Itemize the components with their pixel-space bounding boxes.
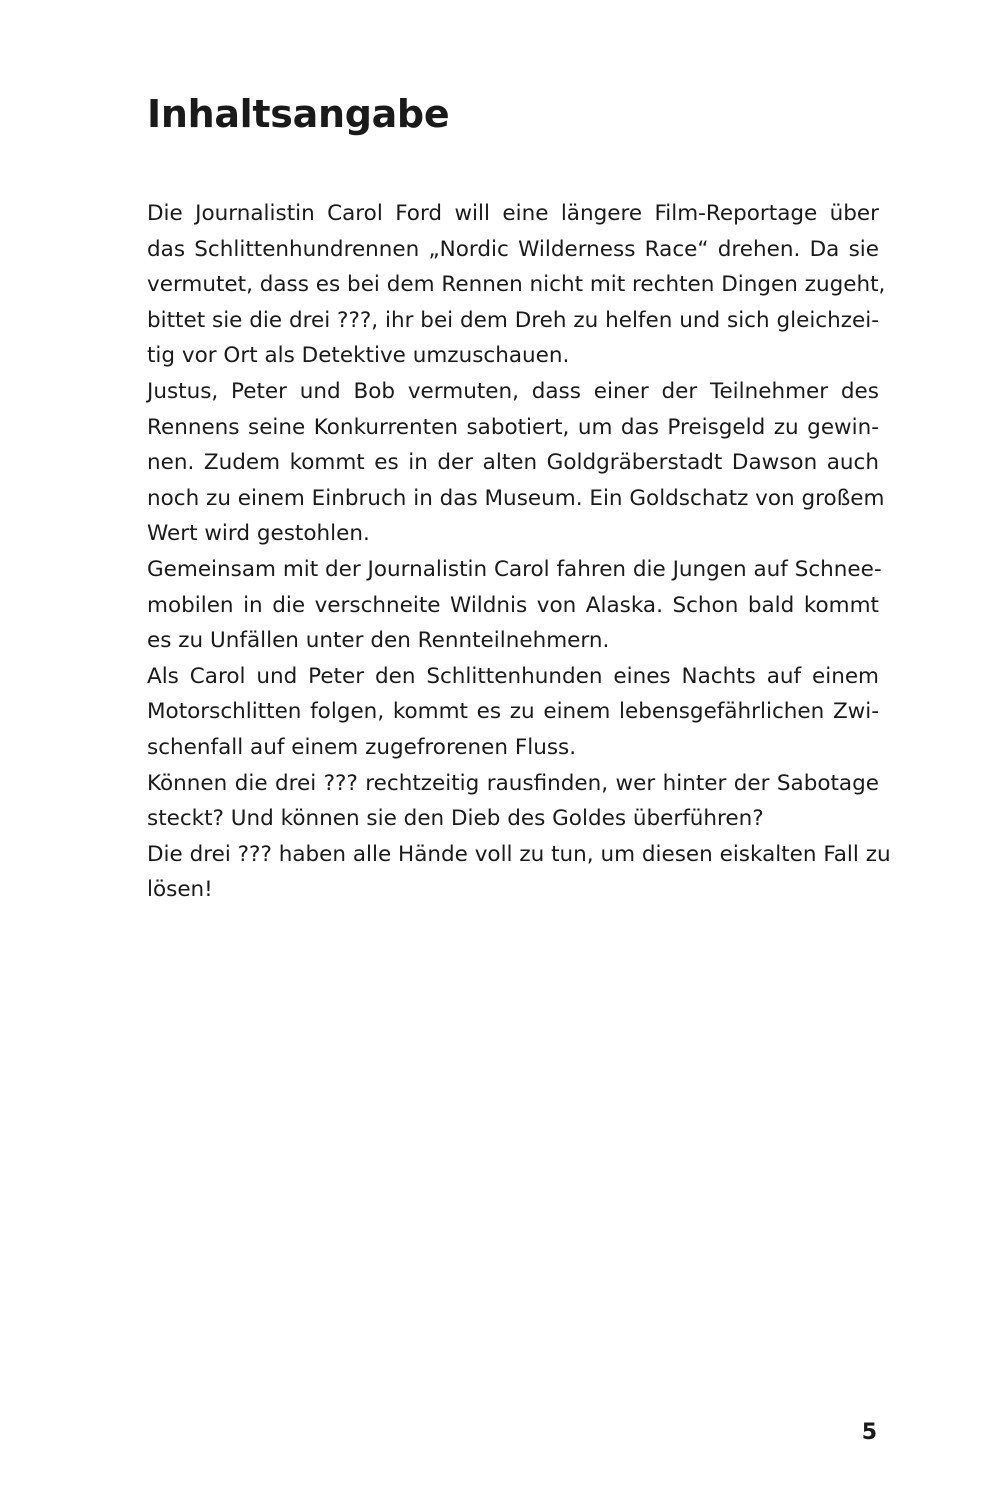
text-line: tig vor Ort als Detektive umzuschauen. [147, 343, 570, 369]
text-line: Als Carol und Peter den Schlittenhunden eines Nachts auf einem [147, 663, 879, 689]
summary-text [147, 196, 891, 908]
text-line: Justus, Peter und Bob vermuten, dass einer der Teilnehmer des [147, 378, 879, 404]
text-line: das Schlittenhundrennen „Nordic Wilderness Race“ drehen. Da sie [147, 236, 879, 262]
text-line: lösen! [147, 877, 213, 903]
text-line: noch zu einem Einbruch in das Museum. Ein Goldschatz von großem [147, 485, 885, 511]
text-line: Gemeinsam mit der Journalistin Carol fahren die Jungen auf Schnee- [147, 556, 882, 582]
text-line: es zu Unfällen unter den Rennteilnehmern. [147, 628, 610, 654]
text-line: Rennens seine Konkurrenten sabotiert, um das Preisgeld zu gewin- [147, 414, 879, 440]
text-line: schenfall auf einem zugefrorenen Fluss. [147, 734, 577, 760]
text-line: mobilen in die verschneite Wildnis von Alaska. Schon bald kommt [147, 592, 879, 618]
text-line: Die Journalistin Carol Ford will eine längere Film-Reportage über [147, 201, 879, 226]
page-title: Inhaltsangabe [147, 92, 450, 136]
text-line: vermutet, dass es bei dem Rennen nicht mit rechten Dingen zugeht, [147, 272, 886, 298]
text-line: bittet sie die drei ???, ihr bei dem Dreh zu helfen und sich gleichzei- [147, 307, 879, 333]
text-line: steckt? Und können sie den Dieb des Goldes überführen? [147, 806, 764, 832]
text-line: Motorschlitten folgen, kommt es zu einem lebensgefährlichen Zwi- [147, 699, 879, 725]
text-line: Die drei ??? haben alle Hände voll zu tun, um diesen eiskalten Fall zu [147, 841, 891, 867]
text-line: nen. Zudem kommt es in der alten Goldgräberstadt Dawson auch [147, 450, 879, 476]
page-number: 5 [861, 1420, 877, 1445]
text-line: Können die drei ??? rechtzeitig rausfinden, wer hinter der Sabotage [147, 770, 879, 796]
text-line: Wert wird gestohlen. [147, 521, 370, 547]
